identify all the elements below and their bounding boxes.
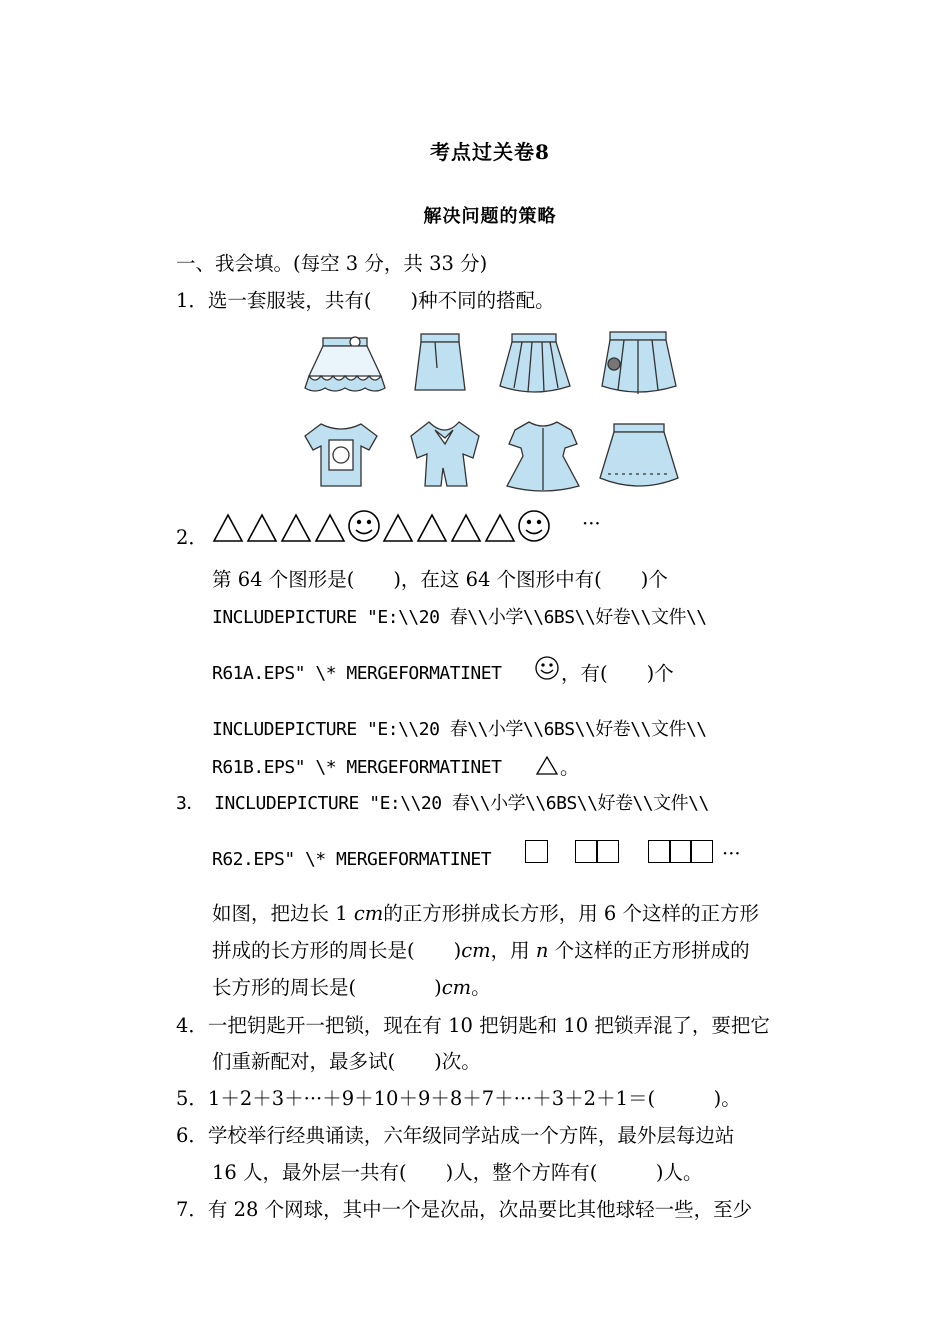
question-2-field-code-4: R61B.EPS" \* MERGEFORMATINET xyxy=(212,757,502,778)
triangle-icon xyxy=(248,515,276,541)
section-heading: 一、我会填。(每空 3 分，共 33 分) xyxy=(176,252,488,275)
dress-illustration xyxy=(507,422,579,491)
triangle-icon xyxy=(214,515,242,541)
question-3-line-4: 拼成的长方形的周长是( )cm，用 n 个这样的正方形拼成的 xyxy=(212,939,750,962)
long-skirt-illustration xyxy=(600,424,678,486)
triangle-icon xyxy=(452,515,480,541)
three-squares-2 xyxy=(669,840,692,863)
triangle-icon xyxy=(316,515,344,541)
question-2-field-code-1: INCLUDEPICTURE "E:\\20 春\\小学\\6BS\\好卷\\文件\\ xyxy=(212,607,707,628)
question-3-field-code-2: R62.EPS" \* MERGEFORMATINET xyxy=(212,849,492,870)
short-skirt-illustration xyxy=(415,334,465,390)
question-6-line-1: 6．学校举行经典诵读，六年级同学站成一个方阵，最外层每边站 xyxy=(176,1124,735,1147)
clothing-illustrations xyxy=(295,328,685,493)
t-shirt-illustration xyxy=(305,424,377,486)
page-title: 考点过关卷8 xyxy=(430,140,550,164)
question-5: 5．1＋2＋3＋···＋9＋10＋9＋8＋7＋···＋3＋2＋1＝( )。 xyxy=(176,1087,741,1110)
three-squares-1 xyxy=(648,840,671,863)
sequence-ellipsis: ··· xyxy=(582,512,601,535)
question-2-field-code-2: R61A.EPS" \* MERGEFORMATINET xyxy=(212,663,502,684)
smiley-icon xyxy=(519,511,549,541)
triangle-icon xyxy=(384,515,412,541)
question-4-line-2: 们重新配对，最多试( )次。 xyxy=(212,1050,481,1073)
question-2-line-3: ，有( )个 xyxy=(561,662,674,685)
question-1: 1．选一套服装，共有( )种不同的搭配。 xyxy=(176,289,555,312)
question-3-field-code-1: 3． INCLUDEPICTURE "E:\\20 春\\小学\\6BS\\好卷\\文件\\ xyxy=(176,793,709,814)
sailor-outfit-illustration xyxy=(411,422,479,486)
question-2-number: 2． xyxy=(176,526,208,549)
triangle-icon xyxy=(534,754,560,778)
pleated-skirt-illustration xyxy=(500,334,570,392)
three-squares-3 xyxy=(690,840,713,863)
squares-ellipsis: ··· xyxy=(722,842,741,865)
two-squares-right xyxy=(596,840,619,863)
smiley-icon xyxy=(349,511,379,541)
question-3-line-5: 长方形的周长是( )cm。 xyxy=(212,976,491,999)
triangle-icon xyxy=(282,515,310,541)
two-squares-left xyxy=(575,840,598,863)
sun-skirt-illustration xyxy=(602,332,676,394)
ruffled-skirt-illustration xyxy=(305,337,385,391)
question-6-line-2: 16 人，最外层一共有( )人，整个方阵有( )人。 xyxy=(212,1161,703,1184)
shape-sequence xyxy=(210,505,625,547)
triangle-icon xyxy=(418,515,446,541)
question-4-line-1: 4．一把钥匙开一把锁，现在有 10 把钥匙和 10 把锁弄混了，要把它 xyxy=(176,1014,770,1037)
one-square xyxy=(525,840,548,863)
triangle-icon xyxy=(486,515,514,541)
question-2-line-5: 。 xyxy=(560,756,580,779)
smiley-icon xyxy=(534,655,560,681)
question-3-line-3: 如图，把边长 1 cm的正方形拼成长方形，用 6 个这样的正方形 xyxy=(212,902,760,925)
question-7-line-1: 7．有 28 个网球，其中一个是次品，次品要比其他球轻一些，至少 xyxy=(176,1198,753,1221)
question-2-field-code-3: INCLUDEPICTURE "E:\\20 春\\小学\\6BS\\好卷\\文件\\ xyxy=(212,719,707,740)
page-subtitle: 解决问题的策略 xyxy=(423,206,557,227)
question-2-line-1: 第 64 个图形是( )，在这 64 个图形中有( )个 xyxy=(212,568,668,591)
